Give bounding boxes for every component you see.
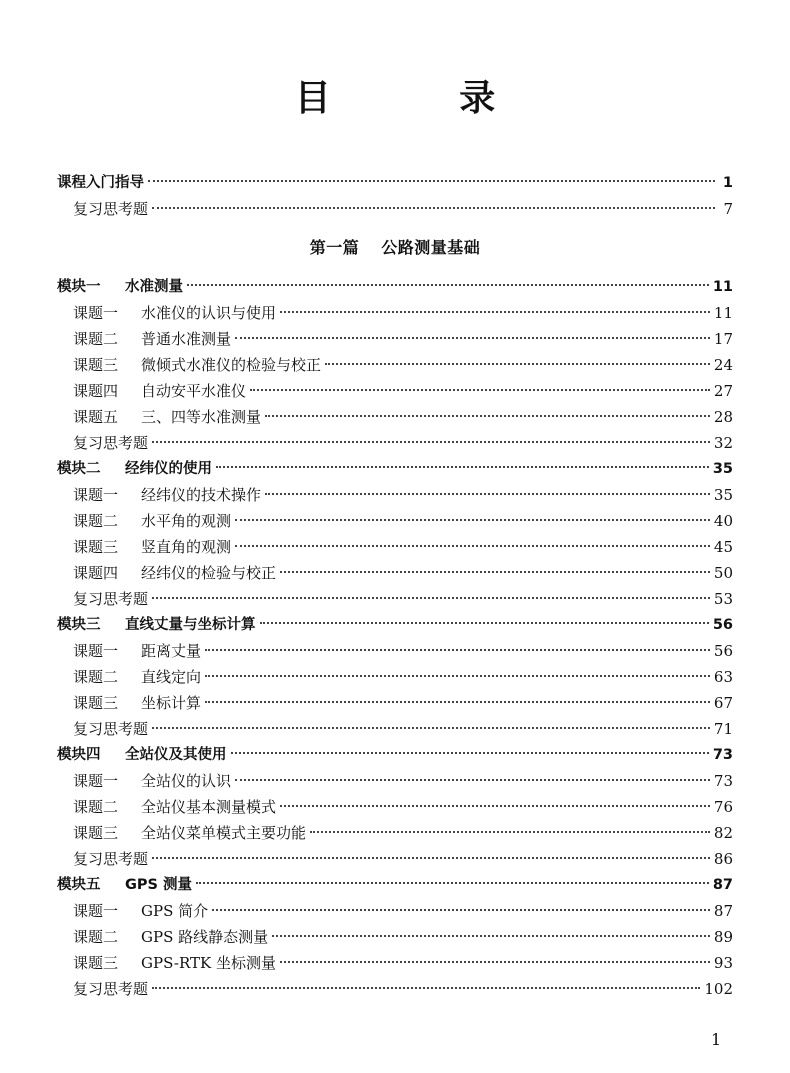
dot-leader (152, 597, 710, 599)
toc-entry-code: 模块二 (57, 461, 101, 477)
toc-entry-label (73, 846, 148, 872)
dot-leader (152, 727, 710, 729)
toc-entry-label (73, 794, 276, 820)
dot-leader (196, 882, 709, 884)
toc-entry-code: 课题二 (73, 928, 119, 946)
toc-entry-label (73, 976, 148, 1002)
dot-leader (272, 935, 710, 937)
toc-entry[interactable] (57, 170, 733, 196)
toc-entry-page: 87 (712, 877, 733, 893)
toc-entry[interactable] (57, 430, 733, 456)
dot-leader (231, 752, 709, 754)
toc-entry[interactable] (57, 612, 733, 638)
dot-leader (280, 961, 710, 963)
toc-entry-page: 82 (713, 824, 733, 842)
toc-entry-title: 全站仪菜单模式主要功能 (141, 824, 307, 842)
toc-entry-page: 32 (713, 434, 733, 452)
dot-leader (205, 675, 710, 677)
toc-entry-code: 模块三 (57, 617, 101, 633)
toc-entry[interactable] (57, 560, 733, 586)
toc-entry-page: 56 (712, 617, 733, 633)
dot-leader (260, 622, 709, 624)
toc-entry-label (73, 768, 231, 794)
dot-leader (265, 493, 710, 495)
toc-entry-label (73, 924, 268, 950)
toc-entry-title: 自动安平水准仪 (141, 382, 247, 400)
toc-entry-title: 全站仪基本测量模式 (141, 798, 277, 816)
dot-leader (325, 363, 710, 365)
dot-leader (152, 857, 710, 859)
toc-entry-label (73, 950, 276, 976)
toc-entry-label (57, 456, 212, 482)
dot-leader (152, 441, 710, 443)
toc-entry-code: 课题一 (73, 772, 119, 790)
toc-entry-label (73, 430, 148, 456)
toc-entry-label (73, 586, 148, 612)
toc-entry-code: 课题三 (73, 824, 119, 842)
toc-entry-label (73, 326, 231, 352)
toc-entry[interactable] (57, 378, 733, 404)
toc-entry-label (57, 742, 227, 768)
toc-entry-page: 73 (713, 772, 733, 790)
toc-entry-page: 73 (712, 747, 733, 763)
toc-entry-page: 89 (713, 928, 733, 946)
toc-entry-page: 53 (713, 590, 733, 608)
toc-entry[interactable] (57, 820, 733, 846)
toc-entry-title: 复习思考题 (73, 980, 149, 998)
dot-leader (280, 805, 710, 807)
toc-entry-title: 水平角的观测 (141, 512, 232, 530)
toc-entry-title: 距离丈量 (141, 642, 202, 660)
toc-entry-page: 11 (713, 304, 733, 322)
toc-entry[interactable] (57, 534, 733, 560)
dot-leader (212, 909, 710, 911)
toc-entry-code: 课题三 (73, 538, 119, 556)
toc-entry[interactable] (57, 898, 733, 924)
toc-entry-title: GPS 简介 (141, 902, 209, 920)
toc-entry[interactable] (57, 924, 733, 950)
toc-entry-title: 复习思考题 (73, 720, 149, 738)
toc-entry-title: 直线定向 (141, 668, 202, 686)
toc-entry-title: 水准测量 (125, 279, 183, 295)
toc-entry-code: 课题三 (73, 694, 119, 712)
toc-entry[interactable] (57, 352, 733, 378)
toc-entry-page: 67 (713, 694, 733, 712)
toc-entry-code: 课题四 (73, 382, 119, 400)
toc-entry-label (73, 300, 276, 326)
toc-entry-title: 坐标计算 (141, 694, 202, 712)
toc-entry-title: 复习思考题 (73, 200, 149, 218)
part-name: 公路测量基础 (381, 238, 481, 257)
toc-entry-code: 课题一 (73, 902, 119, 920)
toc-entry-label (57, 170, 144, 196)
toc-entry[interactable] (57, 742, 733, 768)
toc-entry[interactable] (57, 274, 733, 300)
dot-leader (280, 571, 710, 573)
toc-entry-code: 模块一 (57, 279, 101, 295)
toc-entry-label (73, 638, 201, 664)
part-heading (57, 222, 733, 274)
toc-entry-label (73, 898, 208, 924)
toc-entry[interactable] (57, 690, 733, 716)
dot-leader (265, 415, 710, 417)
toc-entry-label (73, 690, 201, 716)
toc-entry-code: 课题三 (73, 954, 119, 972)
toc-entry-page: 63 (713, 668, 733, 686)
toc-entry-page: 40 (713, 512, 733, 530)
toc-entry-title: GPS-RTK 坐标测量 (141, 954, 276, 972)
toc-entry-title: 全站仪及其使用 (125, 747, 227, 763)
dot-leader (152, 987, 700, 989)
toc-entry-title: 复习思考题 (73, 590, 149, 608)
toc-entry-label (73, 482, 261, 508)
toc-entry-page: 56 (713, 642, 733, 660)
toc-entry-title: 竖直角的观测 (141, 538, 232, 556)
dot-leader (205, 649, 710, 651)
dot-leader (235, 519, 710, 521)
toc-entry-label (57, 872, 192, 898)
toc-entry-title: 水准仪的认识与使用 (141, 304, 277, 322)
toc-entry-title: 全站仪的认识 (141, 772, 232, 790)
toc-entry-label (73, 196, 148, 222)
toc-entry-label (73, 508, 231, 534)
toc-entry-page: 86 (713, 850, 733, 868)
toc-entry-page: 7 (723, 200, 733, 218)
toc-entry[interactable] (57, 664, 733, 690)
toc-entry-title: 微倾式水准仪的检验与校正 (141, 356, 322, 374)
toc-entry-page: 71 (713, 720, 733, 738)
toc-entry-code: 课题三 (73, 356, 119, 374)
toc-entry-label (57, 274, 183, 300)
toc-entry[interactable] (57, 768, 733, 794)
toc-entry[interactable] (57, 586, 733, 612)
toc-entry-code: 课题四 (73, 564, 119, 582)
toc-entry-label (73, 560, 276, 586)
toc-entry[interactable] (57, 716, 733, 742)
toc-entry[interactable] (57, 872, 733, 898)
page-title: 目 录 (294, 78, 554, 119)
toc-entry-label (73, 378, 246, 404)
toc-entry-label (57, 612, 256, 638)
toc-entry[interactable] (57, 404, 733, 430)
toc-entry-label (73, 820, 306, 846)
toc-entry-code: 模块五 (57, 877, 101, 893)
toc-entry-code: 模块四 (57, 747, 101, 763)
toc-entry-page: 87 (713, 902, 733, 920)
dot-leader (250, 389, 710, 391)
dot-leader (310, 831, 710, 833)
toc-entry-page: 1 (722, 175, 733, 191)
toc-entry-page: 35 (712, 461, 733, 477)
toc-entry-code: 课题一 (73, 486, 119, 504)
dot-leader (148, 180, 715, 182)
toc-entry-title: GPS 测量 (125, 877, 193, 893)
toc-entry-label (73, 352, 321, 378)
dot-leader (152, 207, 715, 209)
toc-entry-title: 三、四等水准测量 (141, 408, 262, 426)
dot-leader (187, 284, 709, 286)
dot-leader (216, 466, 709, 468)
toc-entry-page: 50 (713, 564, 733, 582)
toc-entry-title: 经纬仪的检验与校正 (141, 564, 277, 582)
dot-leader (235, 779, 710, 781)
toc-entry-code: 课题五 (73, 408, 119, 426)
toc-entry-label (73, 404, 261, 430)
toc-entry[interactable] (57, 508, 733, 534)
toc-entry-page: 27 (713, 382, 733, 400)
toc-entry[interactable] (57, 326, 733, 352)
dot-leader (235, 545, 710, 547)
toc-entry-label (73, 664, 201, 690)
toc-entry-title: 经纬仪的使用 (125, 461, 212, 477)
toc-entry[interactable] (57, 482, 733, 508)
toc-entry-page: 35 (713, 486, 733, 504)
toc-entry-code: 课题二 (73, 668, 119, 686)
toc-entry-page: 76 (713, 798, 733, 816)
toc-entry[interactable] (57, 456, 733, 482)
toc-entry-page: 17 (713, 330, 733, 348)
toc-entry-page: 28 (713, 408, 733, 426)
page-number: 1 (711, 1030, 722, 1049)
dot-leader (205, 701, 710, 703)
toc-entry-code: 课题二 (73, 798, 119, 816)
toc-entry-page: 11 (712, 279, 733, 295)
toc-entry-label (73, 716, 148, 742)
dot-leader (235, 337, 710, 339)
toc-entry-code: 课题二 (73, 330, 119, 348)
table-of-contents (57, 170, 733, 1002)
toc-entry-title: 直线丈量与坐标计算 (125, 617, 256, 633)
toc-entry-page: 102 (704, 980, 733, 998)
toc-entry[interactable] (57, 196, 733, 222)
toc-entry-title: 普通水准测量 (141, 330, 232, 348)
toc-entry-title: 经纬仪的技术操作 (141, 486, 262, 504)
toc-entry[interactable] (57, 638, 733, 664)
toc-entry-page: 45 (713, 538, 733, 556)
toc-entry[interactable] (57, 794, 733, 820)
toc-entry-page: 93 (713, 954, 733, 972)
toc-entry-title: 复习思考题 (73, 434, 149, 452)
toc-entry[interactable] (57, 300, 733, 326)
toc-entry-code: 课题二 (73, 512, 119, 530)
toc-entry-label (73, 534, 231, 560)
toc-entry-page: 24 (713, 356, 733, 374)
part-code: 第一篇 (309, 238, 360, 257)
toc-entry[interactable] (57, 976, 733, 1002)
toc-entry-code: 课题一 (73, 642, 119, 660)
toc-entry-title: 课程入门指导 (57, 175, 144, 191)
toc-entry-title: GPS 路线静态测量 (141, 928, 269, 946)
toc-entry-title: 复习思考题 (73, 850, 149, 868)
toc-entry-code: 课题一 (73, 304, 119, 322)
toc-entry[interactable] (57, 950, 733, 976)
dot-leader (280, 311, 710, 313)
toc-entry[interactable] (57, 846, 733, 872)
